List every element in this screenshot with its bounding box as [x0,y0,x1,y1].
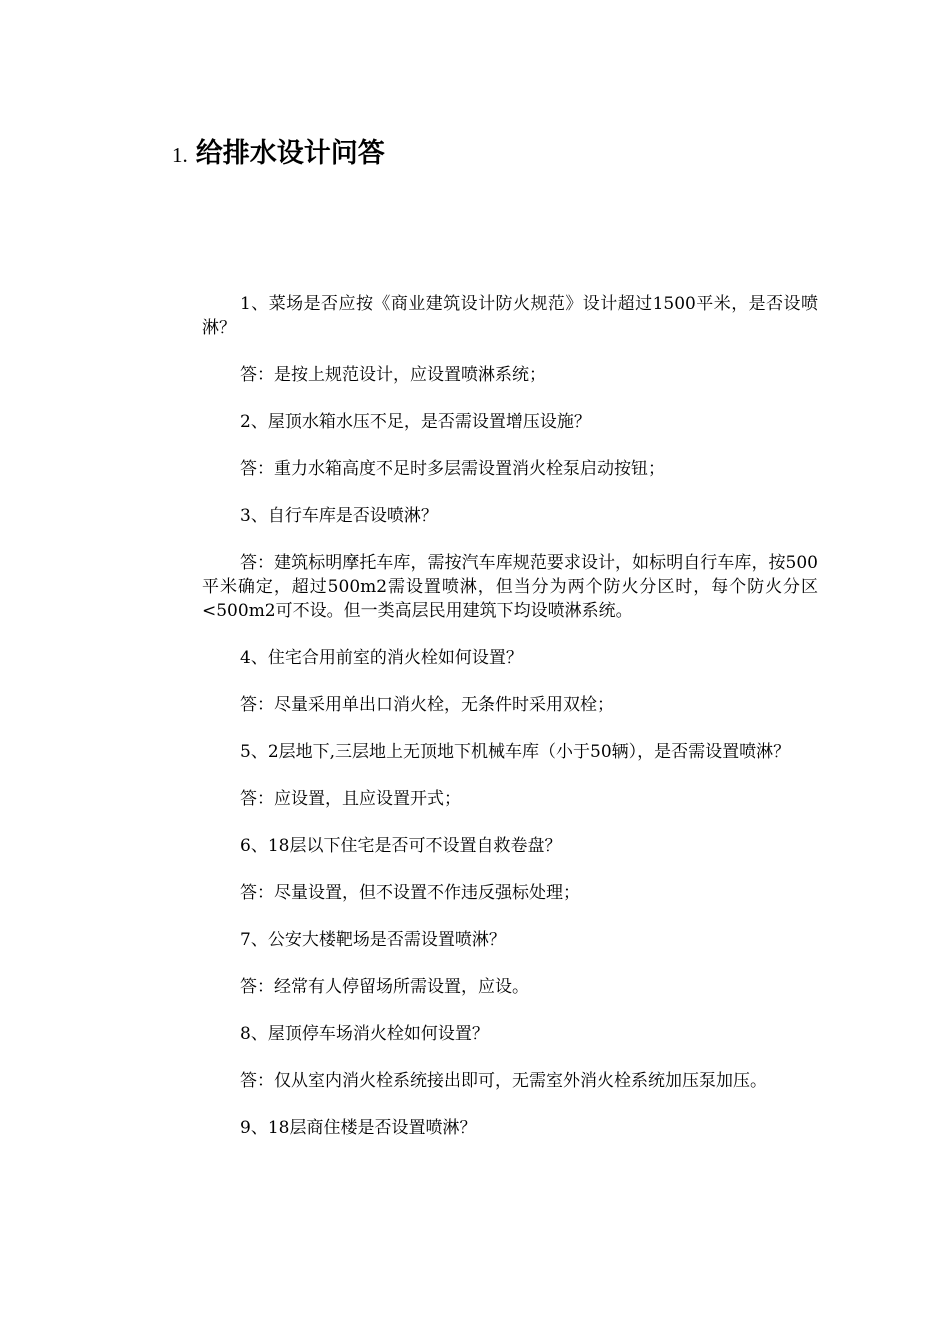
qa-body [202,292,818,1163]
question-1: 1、菜场是否应按《商业建筑设计防火规范》设计超过1500平米，是否设喷淋？ [202,294,818,338]
answer-6: 答：尽量设置，但不设置不作违反强标处理； [240,883,580,903]
question-5: 5、2层地下,三层地上无顶地下机械车库（小于50辆），是否需设置喷淋？ [240,742,791,762]
question-3: 3、自行车库是否设喷淋？ [240,506,438,526]
answer-7: 答：经常有人停留场所需设置，应设。 [240,977,529,997]
section-heading [172,134,385,175]
question-9: 9、18层商住楼是否设置喷淋？ [240,1118,477,1138]
question-6: 6、18层以下住宅是否可不设置自救卷盘？ [240,836,562,856]
question-2: 2、屋顶水箱水压不足，是否需设置增压设施？ [240,412,591,432]
answer-5: 答：应设置，且应设置开式； [240,789,461,809]
answer-1: 答：是按上规范设计，应设置喷淋系统； [240,365,546,385]
question-7: 7、公安大楼靶场是否需设置喷淋？ [240,930,506,950]
question-8: 8、屋顶停车场消火栓如何设置？ [240,1024,489,1044]
answer-8: 答：仅从室内消火栓系统接出即可，无需室外消火栓系统加压泵加压。 [240,1071,767,1091]
section-number: 1. [172,143,188,167]
question-4: 4、住宅合用前室的消火栓如何设置？ [240,648,523,668]
answer-4: 答：尽量采用单出口消火栓，无条件时采用双栓； [240,695,614,715]
section-title: 给排水设计问答 [195,138,385,169]
answer-2: 答：重力水箱高度不足时多层需设置消火栓泵启动按钮； [240,459,665,479]
answer-3: 答：建筑标明摩托车库，需按汽车库规范要求设计，如标明自行车库，按500平米确定，超过500m2需设置喷淋，但当分为两个防火分区时，每个防火分区<500m2可不设。但一类高层民用建筑下均设喷淋系统。 [202,553,818,621]
